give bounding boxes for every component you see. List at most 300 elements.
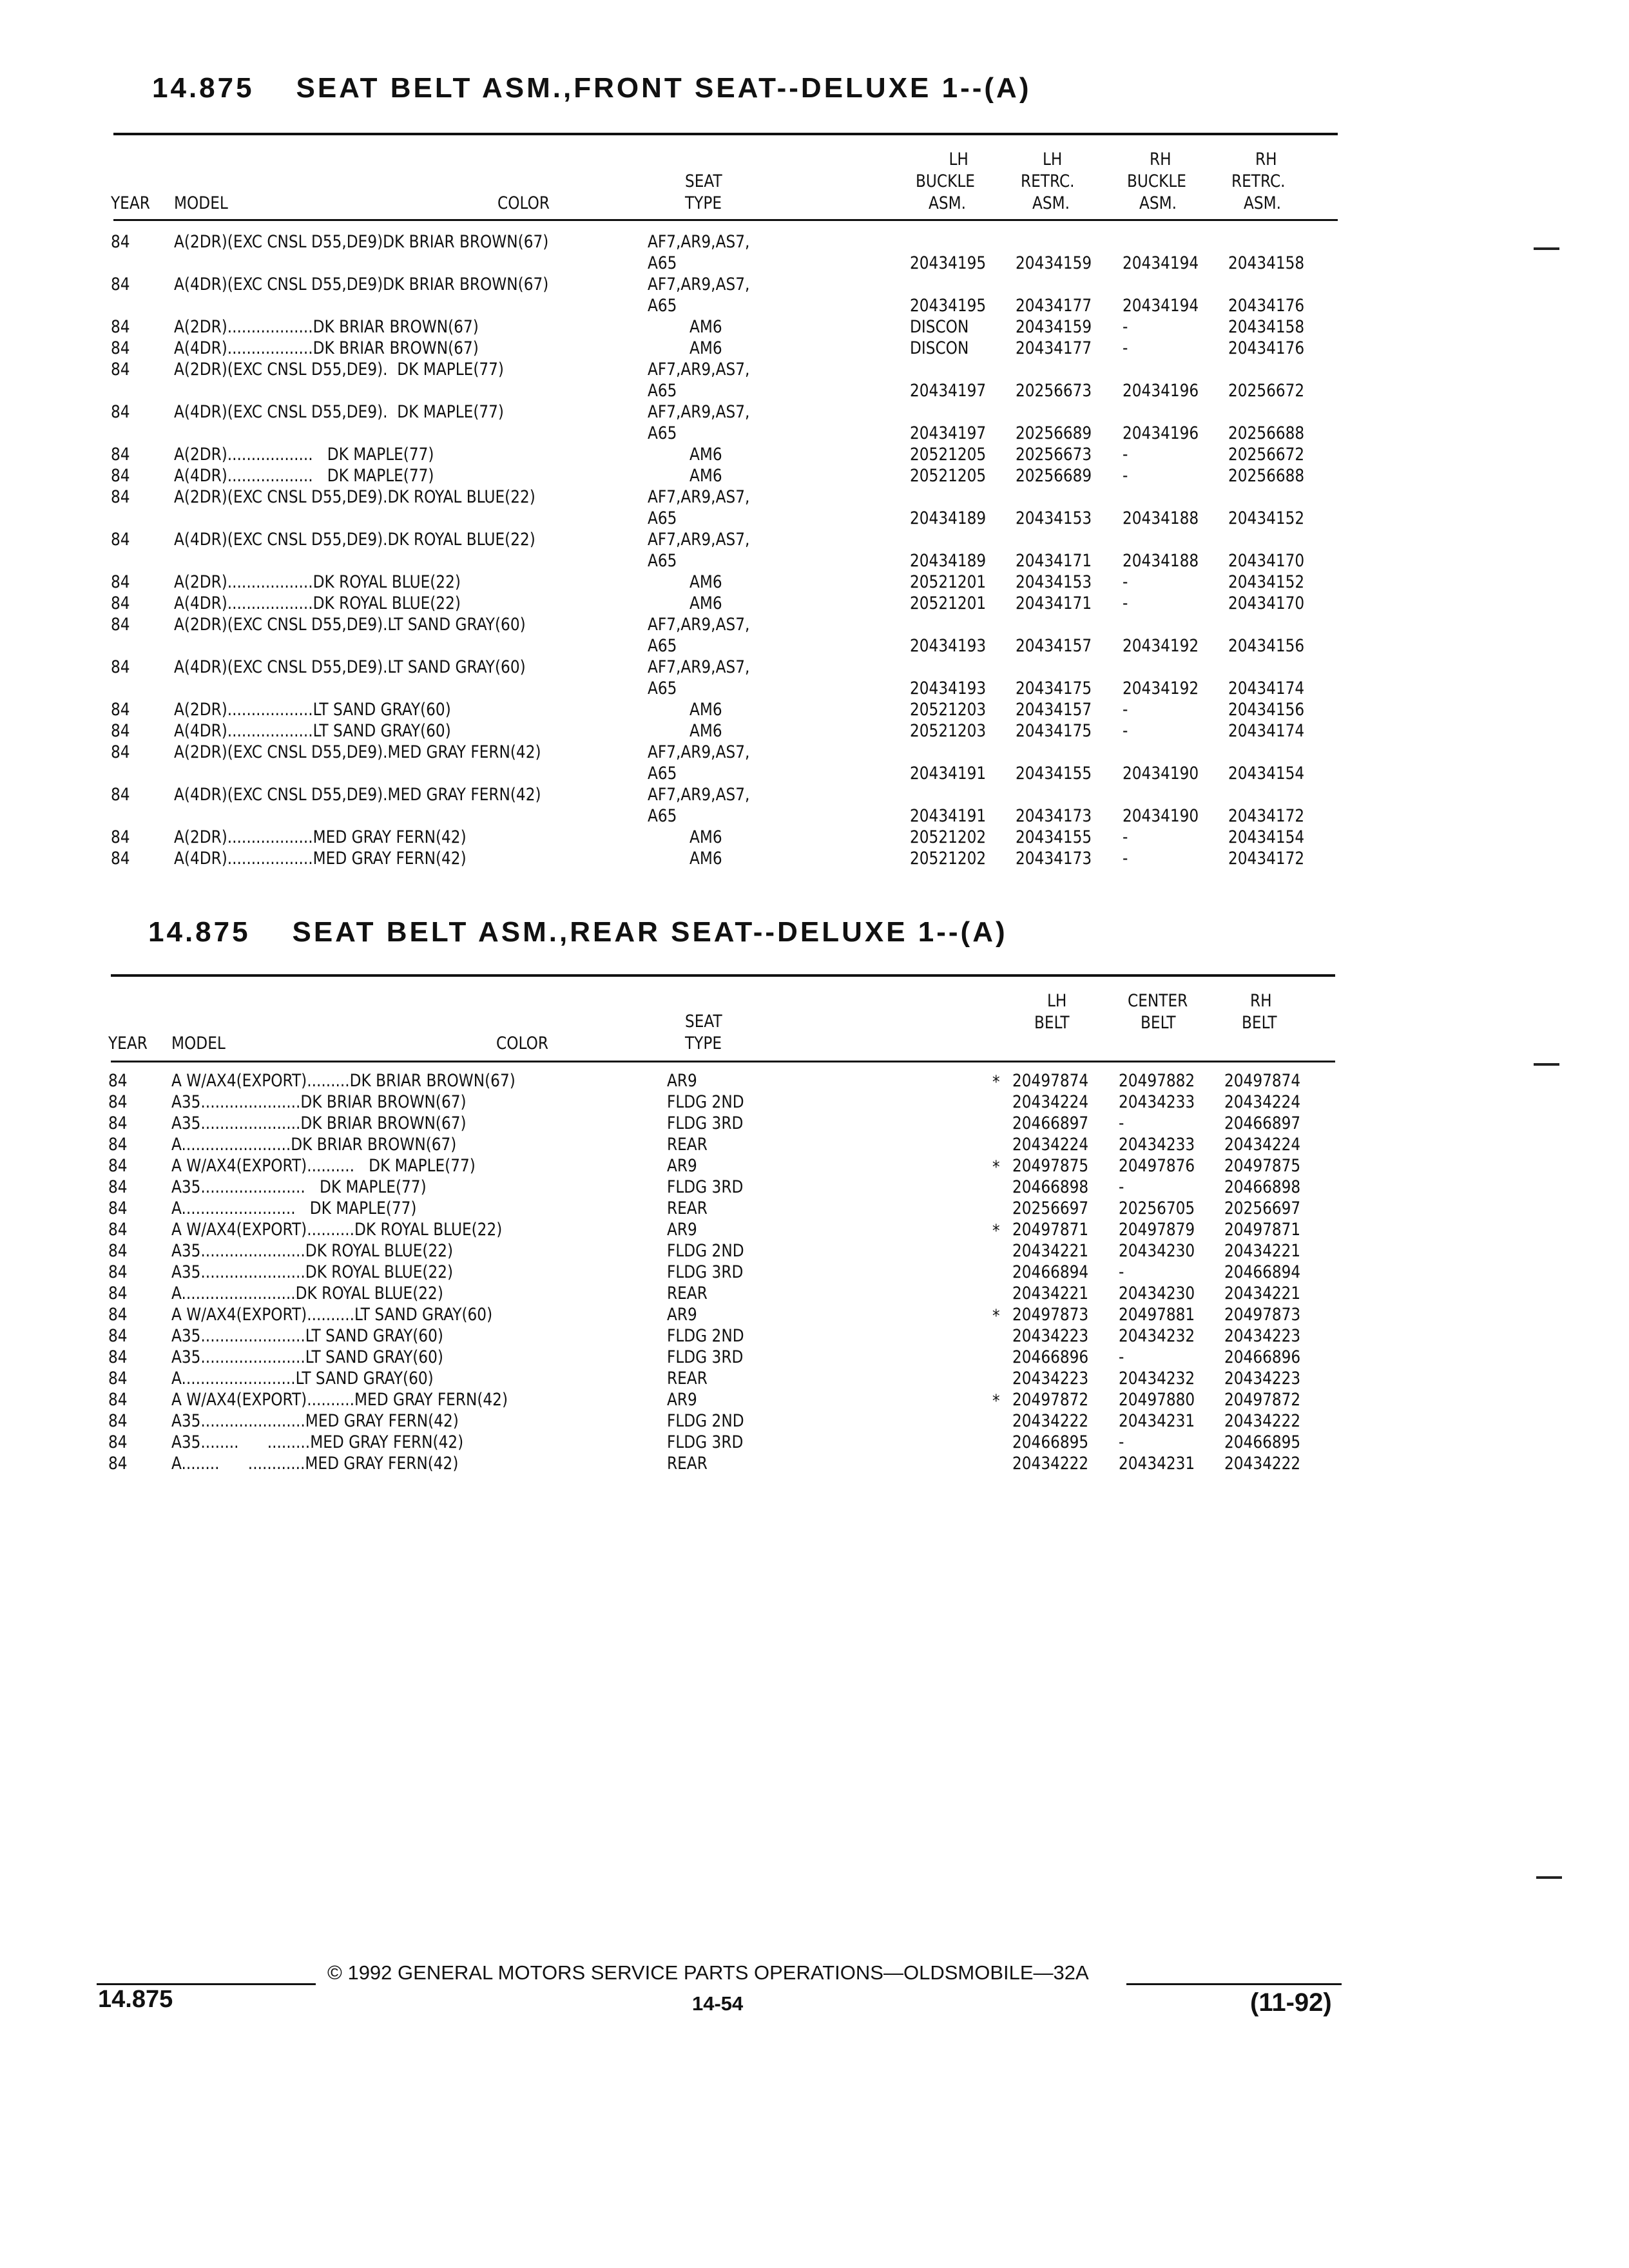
- row-rh-buckle: -: [1123, 593, 1128, 613]
- row-seat-type: AF7,AR9,AS7,: [648, 274, 750, 294]
- row-year: 84: [108, 1432, 128, 1452]
- row-seat-type: AR9: [667, 1390, 697, 1410]
- row-lh-retrc: 20434177: [1016, 338, 1092, 358]
- table-row: [0, 402, 1629, 443]
- table-row: [0, 232, 1629, 273]
- header-model: MODEL: [171, 1033, 226, 1053]
- row-lh-belt: 20434222: [1012, 1454, 1089, 1474]
- header-color: COLOR: [497, 193, 550, 213]
- table-row: [0, 1390, 1629, 1411]
- row-model-color: A(2DR)..................DK BRIAR BROWN(67): [174, 317, 479, 337]
- row-seat-type: AM6: [689, 721, 722, 741]
- table-row: [0, 572, 1629, 592]
- margin-mark: [1534, 1063, 1559, 1066]
- header-lh-buckle-3: ASM.: [929, 193, 967, 213]
- row-lh-retrc: 20434159: [1016, 253, 1092, 273]
- row-seat-type: FLDG 2ND: [667, 1241, 744, 1261]
- row-lh-retrc: 20434173: [1016, 806, 1092, 826]
- row-model-color: A35......................DK ROYAL BLUE(22): [171, 1241, 454, 1261]
- row-seat-type: FLDG 2ND: [667, 1092, 744, 1112]
- row-year: 84: [111, 700, 130, 720]
- row-lh-buckle: 20521201: [910, 572, 987, 592]
- row-rh-buckle: 20434192: [1123, 636, 1199, 656]
- row-lh-buckle: 20521205: [910, 466, 987, 486]
- row-rh-belt: 20434223: [1224, 1326, 1301, 1346]
- row-year: 84: [111, 530, 130, 550]
- header-seat-type-2: TYPE: [685, 1033, 722, 1053]
- row-rh-belt: 20434221: [1224, 1241, 1301, 1261]
- row-seat-type: REAR: [667, 1135, 708, 1155]
- row-model-color: A(2DR)..................DK ROYAL BLUE(22): [174, 572, 461, 592]
- row-rh-belt: 20466897: [1224, 1113, 1301, 1133]
- row-model-color: A........ ............MED GRAY FERN(42): [171, 1454, 459, 1474]
- row-model-color: A W/AX4(EXPORT)..........LT SAND GRAY(60): [171, 1305, 493, 1325]
- row-center-belt: 20497882: [1119, 1071, 1195, 1091]
- row-center-belt: -: [1119, 1347, 1124, 1367]
- row-lh-retrc: 20434155: [1016, 827, 1092, 847]
- header-lh-retrc-3: ASM.: [1032, 193, 1070, 213]
- row-seat-type: AF7,AR9,AS7,: [648, 530, 750, 550]
- row-seat-type: AR9: [667, 1156, 697, 1176]
- row-model-color: A(4DR)(EXC CNSL D55,DE9).MED GRAY FERN(42): [174, 785, 541, 805]
- rear-title-rule: [111, 974, 1335, 977]
- row-rh-retrc: 20434154: [1228, 764, 1305, 783]
- row-seat-type-cont: A65: [648, 381, 677, 401]
- header-seat-type-1: SEAT: [685, 1012, 722, 1032]
- row-lh-buckle: 20434189: [910, 551, 987, 571]
- row-lh-buckle: 20434197: [910, 381, 987, 401]
- table-row: [0, 1092, 1629, 1112]
- row-seat-type: AF7,AR9,AS7,: [648, 785, 750, 805]
- table-row: [0, 530, 1629, 571]
- row-lh-belt: 20434224: [1012, 1092, 1089, 1112]
- row-rh-belt: 20466895: [1224, 1432, 1301, 1452]
- header-rh-belt-2: BELT: [1242, 1013, 1277, 1033]
- row-model-color: A.......................DK BRIAR BROWN(67): [171, 1135, 457, 1155]
- row-rh-buckle: -: [1123, 849, 1128, 869]
- row-rh-buckle: -: [1123, 827, 1128, 847]
- row-model-color: A(4DR)(EXC CNSL D55,DE9). DK MAPLE(77): [174, 402, 504, 422]
- row-rh-belt: 20434224: [1224, 1092, 1301, 1112]
- row-rh-buckle: 20434190: [1123, 764, 1199, 783]
- row-lh-belt: 20434223: [1012, 1369, 1089, 1389]
- row-model-color: A(2DR)(EXC CNSL D55,DE9)DK BRIAR BROWN(67): [174, 232, 549, 252]
- row-year: 84: [111, 274, 130, 294]
- row-model-color: A35.....................DK BRIAR BROWN(67): [171, 1092, 467, 1112]
- row-model-color: A(4DR)(EXC CNSL D55,DE9)DK BRIAR BROWN(67): [174, 274, 549, 294]
- row-rh-retrc: 20256688: [1228, 466, 1305, 486]
- row-center-belt: -: [1119, 1177, 1124, 1197]
- row-rh-buckle: -: [1123, 466, 1128, 486]
- row-lh-belt: 20466895: [1012, 1432, 1089, 1452]
- row-seat-type-cont: A65: [648, 423, 677, 443]
- row-lh-buckle: DISCON: [910, 317, 969, 337]
- header-lh-retrc-2: RETRC.: [1021, 171, 1075, 191]
- row-model-color: A(4DR).................. DK MAPLE(77): [174, 466, 434, 486]
- row-seat-type-cont: A65: [648, 636, 677, 656]
- table-row: [0, 785, 1629, 826]
- row-lh-retrc: 20434159: [1016, 317, 1092, 337]
- row-seat-type-cont: A65: [648, 253, 677, 273]
- header-model: MODEL: [174, 193, 228, 213]
- row-seat-type: AF7,AR9,AS7,: [648, 232, 750, 252]
- header-lh-belt-2: BELT: [1034, 1013, 1070, 1033]
- row-year: 84: [108, 1347, 128, 1367]
- front-section-title: 14.875 SEAT BELT ASM.,FRONT SEAT--DELUXE 1--(A): [152, 72, 1032, 104]
- row-seat-type: AR9: [667, 1071, 697, 1091]
- row-rh-retrc: 20434156: [1228, 700, 1305, 720]
- row-rh-belt: 20466896: [1224, 1347, 1301, 1367]
- header-rh-retrc-1: RH: [1255, 149, 1277, 169]
- row-rh-buckle: -: [1123, 445, 1128, 465]
- row-rh-belt: 20466894: [1224, 1262, 1301, 1282]
- row-rh-retrc: 20256672: [1228, 445, 1305, 465]
- row-center-belt: -: [1119, 1432, 1124, 1452]
- table-row: [0, 1411, 1629, 1431]
- row-center-belt: 20497880: [1119, 1390, 1195, 1410]
- rear-header-rule: [111, 1061, 1335, 1062]
- row-lh-retrc: 20434171: [1016, 551, 1092, 571]
- row-seat-type: FLDG 3RD: [667, 1347, 744, 1367]
- row-year: 84: [108, 1326, 128, 1346]
- row-model-color: A(4DR)..................DK BRIAR BROWN(67): [174, 338, 479, 358]
- row-model-color: A W/AX4(EXPORT).......... DK MAPLE(77): [171, 1156, 476, 1176]
- row-center-belt: 20434230: [1119, 1283, 1195, 1303]
- row-model-color: A(2DR)..................LT SAND GRAY(60): [174, 700, 451, 720]
- row-lh-retrc: 20434157: [1016, 636, 1092, 656]
- table-row: [0, 700, 1629, 720]
- header-year: YEAR: [111, 193, 150, 213]
- row-lh-buckle: 20434197: [910, 423, 987, 443]
- header-rh-buckle-3: ASM.: [1139, 193, 1177, 213]
- row-rh-belt: 20497872: [1224, 1390, 1301, 1410]
- front-header-rule: [113, 219, 1338, 221]
- row-seat-type-cont: A65: [648, 508, 677, 528]
- row-lh-retrc: 20256689: [1016, 423, 1092, 443]
- row-year: 84: [108, 1220, 128, 1240]
- row-year: 84: [111, 827, 130, 847]
- row-seat-type: FLDG 3RD: [667, 1432, 744, 1452]
- row-model-color: A35........ .........MED GRAY FERN(42): [171, 1432, 464, 1452]
- row-center-belt: 20497881: [1119, 1305, 1195, 1325]
- row-rh-belt: 20256697: [1224, 1198, 1301, 1218]
- row-rh-belt: 20466898: [1224, 1177, 1301, 1197]
- row-lh-belt: 20434223: [1012, 1326, 1089, 1346]
- rear-section-title: 14.875 SEAT BELT ASM.,REAR SEAT--DELUXE 1--(A): [148, 916, 1008, 948]
- row-seat-type: REAR: [667, 1369, 708, 1389]
- row-lh-belt: 20466896: [1012, 1347, 1089, 1367]
- row-note-marker: *: [992, 1221, 1000, 1241]
- table-row: [0, 1177, 1629, 1197]
- row-seat-type: AM6: [689, 466, 722, 486]
- row-lh-buckle: 20521203: [910, 700, 987, 720]
- row-seat-type: FLDG 3RD: [667, 1113, 744, 1133]
- header-rh-belt-1: RH: [1250, 991, 1272, 1011]
- row-lh-belt: 20497871: [1012, 1220, 1089, 1240]
- row-seat-type: AF7,AR9,AS7,: [648, 360, 750, 380]
- row-lh-retrc: 20434177: [1016, 296, 1092, 316]
- row-rh-retrc: 20434174: [1228, 678, 1305, 698]
- row-lh-belt: 20497873: [1012, 1305, 1089, 1325]
- row-rh-buckle: 20434196: [1123, 423, 1199, 443]
- row-lh-retrc: 20434153: [1016, 572, 1092, 592]
- row-rh-buckle: 20434192: [1123, 678, 1199, 698]
- row-seat-type: AF7,AR9,AS7,: [648, 402, 750, 422]
- row-lh-belt: 20497875: [1012, 1156, 1089, 1176]
- row-year: 84: [108, 1198, 128, 1218]
- row-lh-buckle: 20521202: [910, 827, 987, 847]
- row-year: 84: [108, 1454, 128, 1474]
- row-model-color: A(2DR).................. DK MAPLE(77): [174, 445, 434, 465]
- row-year: 84: [108, 1113, 128, 1133]
- row-rh-buckle: -: [1123, 721, 1128, 741]
- row-model-color: A W/AX4(EXPORT).........DK BRIAR BROWN(67): [171, 1071, 516, 1091]
- row-rh-retrc: 20434176: [1228, 338, 1305, 358]
- row-lh-retrc: 20434155: [1016, 764, 1092, 783]
- row-rh-retrc: 20256672: [1228, 381, 1305, 401]
- row-center-belt: 20434233: [1119, 1135, 1195, 1155]
- row-lh-retrc: 20434175: [1016, 721, 1092, 741]
- row-lh-belt: 20466894: [1012, 1262, 1089, 1282]
- row-seat-type: AM6: [689, 827, 722, 847]
- row-lh-belt: 20434221: [1012, 1283, 1089, 1303]
- row-year: 84: [108, 1283, 128, 1303]
- row-year: 84: [108, 1305, 128, 1325]
- header-lh-belt-1: LH: [1047, 991, 1067, 1011]
- row-seat-type-cont: A65: [648, 678, 677, 698]
- table-row: [0, 615, 1629, 656]
- row-center-belt: 20497879: [1119, 1220, 1195, 1240]
- row-seat-type: REAR: [667, 1283, 708, 1303]
- row-lh-belt: 20466897: [1012, 1113, 1089, 1133]
- row-year: 84: [111, 338, 130, 358]
- row-lh-retrc: 20256673: [1016, 445, 1092, 465]
- row-year: 84: [108, 1071, 128, 1091]
- row-year: 84: [111, 445, 130, 465]
- margin-mark: [1534, 247, 1559, 250]
- row-model-color: A W/AX4(EXPORT)..........MED GRAY FERN(42): [171, 1390, 508, 1410]
- row-rh-belt: 20434221: [1224, 1283, 1301, 1303]
- header-center-belt-1: CENTER: [1128, 991, 1188, 1011]
- row-seat-type: AF7,AR9,AS7,: [648, 657, 750, 677]
- row-rh-retrc: 20434152: [1228, 508, 1305, 528]
- header-lh-retrc-1: LH: [1043, 149, 1063, 169]
- row-rh-buckle: 20434194: [1123, 296, 1199, 316]
- row-rh-buckle: 20434188: [1123, 508, 1199, 528]
- row-year: 84: [108, 1369, 128, 1389]
- row-rh-retrc: 20434172: [1228, 806, 1305, 826]
- row-model-color: A........................LT SAND GRAY(60): [171, 1369, 434, 1389]
- row-center-belt: 20256705: [1119, 1198, 1195, 1218]
- row-rh-retrc: 20434158: [1228, 317, 1305, 337]
- row-rh-belt: 20497871: [1224, 1220, 1301, 1240]
- row-lh-buckle: 20521205: [910, 445, 987, 465]
- header-lh-buckle-2: BUCKLE: [916, 171, 975, 191]
- table-row: [0, 721, 1629, 741]
- table-row: [0, 1156, 1629, 1177]
- row-year: 84: [111, 849, 130, 869]
- row-model-color: A........................DK ROYAL BLUE(22): [171, 1283, 443, 1303]
- footer-copyright: © 1992 GENERAL MOTORS SERVICE PARTS OPERATIONS—OLDSMOBILE—32A: [327, 1961, 1089, 1984]
- row-model-color: A W/AX4(EXPORT)..........DK ROYAL BLUE(22): [171, 1220, 503, 1240]
- table-row: [0, 317, 1629, 337]
- row-rh-retrc: 20434156: [1228, 636, 1305, 656]
- row-year: 84: [108, 1135, 128, 1155]
- row-seat-type: FLDG 3RD: [667, 1262, 744, 1282]
- footer-revision-date: (11-92): [1250, 1988, 1332, 2017]
- row-lh-buckle: 20434191: [910, 806, 987, 826]
- header-center-belt-2: BELT: [1141, 1013, 1176, 1033]
- table-row: [0, 1220, 1629, 1241]
- table-row: [0, 1326, 1629, 1346]
- row-year: 84: [111, 317, 130, 337]
- row-model-color: A(2DR)(EXC CNSL D55,DE9).MED GRAY FERN(42): [174, 742, 541, 762]
- row-model-color: A(4DR)(EXC CNSL D55,DE9).DK ROYAL BLUE(22): [174, 530, 535, 550]
- row-rh-belt: 20497875: [1224, 1156, 1301, 1176]
- header-year: YEAR: [108, 1033, 148, 1053]
- row-model-color: A35...................... DK MAPLE(77): [171, 1177, 427, 1197]
- row-seat-type: AR9: [667, 1305, 697, 1325]
- row-lh-retrc: 20434171: [1016, 593, 1092, 613]
- row-lh-buckle: 20434193: [910, 678, 987, 698]
- row-seat-type: AM6: [689, 317, 722, 337]
- row-lh-belt: 20434221: [1012, 1241, 1089, 1261]
- table-row: [0, 1135, 1629, 1155]
- row-rh-belt: 20497874: [1224, 1071, 1301, 1091]
- row-seat-type: AM6: [689, 849, 722, 869]
- row-seat-type-cont: A65: [648, 296, 677, 316]
- row-model-color: A(4DR)..................LT SAND GRAY(60): [174, 721, 451, 741]
- row-rh-buckle: -: [1123, 317, 1128, 337]
- row-seat-type: FLDG 2ND: [667, 1411, 744, 1431]
- row-rh-retrc: 20434176: [1228, 296, 1305, 316]
- row-center-belt: -: [1119, 1113, 1124, 1133]
- footer-rule-right: [1126, 1983, 1342, 1985]
- row-year: 84: [111, 593, 130, 613]
- row-year: 84: [111, 487, 130, 507]
- table-row: [0, 466, 1629, 486]
- row-center-belt: 20434231: [1119, 1411, 1195, 1431]
- row-model-color: A(4DR)..................DK ROYAL BLUE(22): [174, 593, 461, 613]
- row-center-belt: 20497876: [1119, 1156, 1195, 1176]
- row-year: 84: [111, 360, 130, 380]
- row-rh-buckle: 20434196: [1123, 381, 1199, 401]
- row-year: 84: [108, 1241, 128, 1261]
- row-lh-belt: 20434222: [1012, 1411, 1089, 1431]
- row-year: 84: [111, 402, 130, 422]
- row-model-color: A35......................DK ROYAL BLUE(22): [171, 1262, 454, 1282]
- row-year: 84: [108, 1262, 128, 1282]
- row-lh-buckle: DISCON: [910, 338, 969, 358]
- row-center-belt: 20434231: [1119, 1454, 1195, 1474]
- footer-rule-left: [97, 1983, 316, 1985]
- header-seat-type-1: SEAT: [685, 171, 722, 191]
- row-lh-belt: 20256697: [1012, 1198, 1089, 1218]
- row-lh-belt: 20497872: [1012, 1390, 1089, 1410]
- row-rh-buckle: 20434190: [1123, 806, 1199, 826]
- row-seat-type: AF7,AR9,AS7,: [648, 742, 750, 762]
- row-seat-type: FLDG 2ND: [667, 1326, 744, 1346]
- row-year: 84: [111, 466, 130, 486]
- header-rh-buckle-2: BUCKLE: [1127, 171, 1186, 191]
- row-rh-buckle: -: [1123, 700, 1128, 720]
- row-seat-type: AM6: [689, 338, 722, 358]
- row-rh-retrc: 20434170: [1228, 551, 1305, 571]
- header-rh-retrc-3: ASM.: [1244, 193, 1282, 213]
- row-seat-type-cont: A65: [648, 764, 677, 783]
- row-year: 84: [111, 785, 130, 805]
- row-center-belt: 20434232: [1119, 1369, 1195, 1389]
- table-row: [0, 1071, 1629, 1092]
- row-year: 84: [108, 1177, 128, 1197]
- row-lh-belt: 20497874: [1012, 1071, 1089, 1091]
- row-seat-type: REAR: [667, 1198, 708, 1218]
- row-center-belt: 20434233: [1119, 1092, 1195, 1112]
- row-model-color: A35......................MED GRAY FERN(42): [171, 1411, 459, 1431]
- row-rh-retrc: 20434170: [1228, 593, 1305, 613]
- row-model-color: A(2DR)..................MED GRAY FERN(42): [174, 827, 467, 847]
- row-model-color: A(4DR)..................MED GRAY FERN(42): [174, 849, 467, 869]
- margin-mark: [1536, 1876, 1562, 1879]
- row-year: 84: [108, 1092, 128, 1112]
- table-row: [0, 1305, 1629, 1326]
- row-seat-type: AM6: [689, 445, 722, 465]
- row-lh-retrc: 20434175: [1016, 678, 1092, 698]
- row-rh-retrc: 20434152: [1228, 572, 1305, 592]
- row-rh-belt: 20434224: [1224, 1135, 1301, 1155]
- footer-section-number: 14.875: [98, 1986, 173, 2013]
- row-model-color: A(2DR)(EXC CNSL D55,DE9).LT SAND GRAY(60): [174, 615, 526, 635]
- row-lh-buckle: 20434195: [910, 253, 987, 273]
- row-rh-buckle: -: [1123, 572, 1128, 592]
- row-model-color: A35......................LT SAND GRAY(60): [171, 1326, 443, 1346]
- row-lh-belt: 20434224: [1012, 1135, 1089, 1155]
- row-seat-type: AF7,AR9,AS7,: [648, 487, 750, 507]
- row-rh-belt: 20434222: [1224, 1454, 1301, 1474]
- row-note-marker: *: [992, 1157, 1000, 1177]
- row-model-color: A35.....................DK BRIAR BROWN(67): [171, 1113, 467, 1133]
- row-seat-type: REAR: [667, 1454, 708, 1474]
- row-year: 84: [108, 1156, 128, 1176]
- row-note-marker: *: [992, 1391, 1000, 1411]
- row-year: 84: [111, 721, 130, 741]
- row-year: 84: [111, 232, 130, 252]
- row-year: 84: [111, 742, 130, 762]
- row-rh-buckle: 20434188: [1123, 551, 1199, 571]
- row-rh-retrc: 20434174: [1228, 721, 1305, 741]
- row-lh-buckle: 20434189: [910, 508, 987, 528]
- row-model-color: A(2DR)(EXC CNSL D55,DE9). DK MAPLE(77): [174, 360, 504, 380]
- row-rh-retrc: 20256688: [1228, 423, 1305, 443]
- row-lh-buckle: 20434193: [910, 636, 987, 656]
- row-rh-belt: 20434223: [1224, 1369, 1301, 1389]
- header-lh-buckle-1: LH: [949, 149, 969, 169]
- row-model-color: A35......................LT SAND GRAY(60): [171, 1347, 443, 1367]
- row-year: 84: [111, 657, 130, 677]
- row-year: 84: [111, 615, 130, 635]
- row-lh-buckle: 20521202: [910, 849, 987, 869]
- table-row: [0, 657, 1629, 698]
- row-lh-retrc: 20434153: [1016, 508, 1092, 528]
- row-seat-type: AF7,AR9,AS7,: [648, 615, 750, 635]
- row-lh-retrc: 20256673: [1016, 381, 1092, 401]
- row-rh-buckle: -: [1123, 338, 1128, 358]
- row-model-color: A(4DR)(EXC CNSL D55,DE9).LT SAND GRAY(60): [174, 657, 526, 677]
- row-year: 84: [108, 1411, 128, 1431]
- row-year: 84: [108, 1390, 128, 1410]
- row-center-belt: 20434230: [1119, 1241, 1195, 1261]
- row-rh-retrc: 20434154: [1228, 827, 1305, 847]
